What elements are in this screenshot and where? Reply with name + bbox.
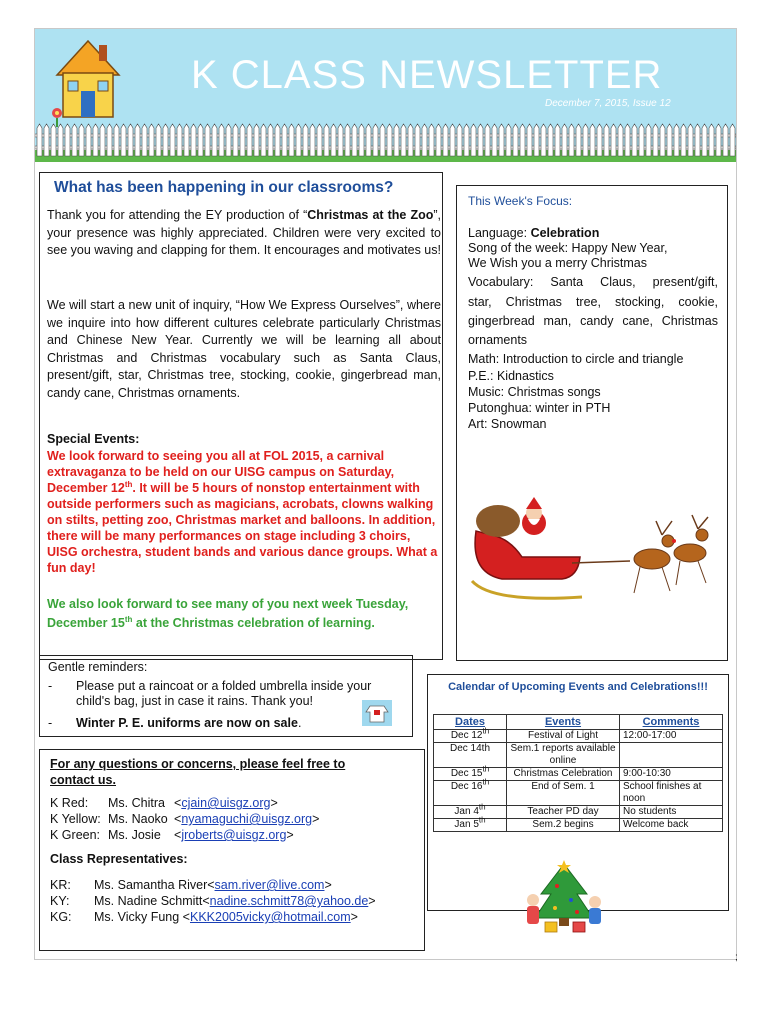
green-text-b: at the Christmas celebration of learning. [132,616,375,630]
gentle-reminders-box [39,655,413,737]
rep-ky [50,894,376,908]
rep-email-link[interactable]: KKK2005vicky@hotmail.com [189,910,351,924]
rep-end: > [324,878,332,892]
teacher-label: K Green: [50,828,101,842]
event-comment: 12:00-17:00 [620,730,723,743]
table-row [434,806,723,819]
language-value: Celebration [530,226,600,240]
teacher-label: K Yellow: [50,812,101,826]
celebration-notice [47,595,443,633]
rep-end: > [350,910,358,924]
date-text: Dec 12 [450,730,483,741]
contact-box [39,749,425,951]
reminder-dash: - [48,679,53,693]
paragraph-attendance [47,207,441,260]
date-text: Jan 4 [454,806,479,817]
p1-text-a: Thank you for attending the EY production of “ [47,208,308,222]
contact-heading: For any questions or concerns, please feel free to contact us. [50,757,346,787]
event-name: Sem.1 reports available online [507,743,620,768]
event-date [434,726,507,743]
event-date [434,764,507,781]
teacher-name: Ms. Josie [108,828,161,842]
date-sup: th [478,815,486,825]
language-label: Language: [468,226,531,240]
event-name: End of Sem. 1 [507,781,620,806]
event-name: Sem.2 begins [507,819,620,832]
focus-song-1: Song of the week: Happy New Year, [468,241,668,256]
reminder-raincoat [48,679,408,711]
event-date [434,777,507,806]
teacher-name: Ms. Naoko [108,812,168,826]
header-comments: Comments [620,715,723,730]
teacher-k-yellow: K Yellow: Ms. Naoko <nyamaguchi@uisgz.org> [50,812,320,826]
newsletter-page [34,28,737,960]
table-row [434,819,723,832]
focus-music: Music: Christmas songs [468,384,601,399]
date-text: Dec 16 [450,781,483,792]
table-row [434,730,723,743]
rep-label: KR: [50,878,71,892]
focus-vocab-1: Vocabulary: Santa Claus, present/gift, [468,274,718,289]
focus-pe: P.E.: Kidnastics [468,368,554,383]
focus-song-2: We Wish you a merry Christmas [468,256,647,271]
reminder-uniforms [48,716,408,732]
newsletter-header [35,29,736,149]
reminder-uniforms-text [76,716,301,731]
focus-art: Art: Snowman [468,417,547,432]
date-sup: th [482,777,490,787]
christmas-tree-illustration [525,860,603,934]
focus-vocab-4: ornaments [468,332,528,347]
special-sup: th [124,479,133,489]
date-sup: th [478,802,486,812]
rep-label: KY: [50,894,70,908]
header-events: Events [507,715,620,730]
teacher-email-link[interactable]: cjain@uisgz.org [181,796,271,810]
classroom-news-box [39,172,443,660]
table-row [434,768,723,781]
focus-putonghua: Putonghua: winter in PTH [468,400,611,415]
section-title: What has been happening in our classrooms? [54,179,394,196]
event-comment: Welcome back [620,819,723,832]
p1-text-b: ”, your presence was highly appreciated. Children were very excited to see you waving and clapping for them. It encourages and motivates us! [47,208,441,257]
event-comment: School finishes at noon [620,781,723,806]
rep-kg [50,910,358,924]
stray-mark: ; [735,952,738,963]
date-text: Dec 15 [450,768,483,779]
focus-math: Math: Introduction to circle and triangle [468,351,684,366]
header-dates: Dates [434,715,507,730]
rep-end: > [368,894,376,908]
green-sup: th [124,614,133,624]
calendar-table [433,714,723,832]
date-sup: th [482,726,490,736]
teacher-email-link[interactable]: nyamaguchi@uisgz.org [181,812,313,826]
rep-kr [50,878,332,892]
rep-name: Ms. Nadine Schmitt< [94,894,210,908]
event-comment [620,743,723,768]
event-comment: 9:00-10:30 [620,768,723,781]
teacher-email-link[interactable]: jroberts@uisgz.org [181,828,287,842]
reminder-raincoat-line1: Please put a raincoat or a folded umbrella inside your [76,679,372,693]
special-text-b: . It will be 5 hours of nonstop entertainment with outside performers such as magicians, acrobats, clowns walking on stilts, petting zoo, Christmas market and balloons. In addition, there will be many performances on stage including 3 choirs, UISG orchestra, student bands and various dance groups. What a fun day! [47,481,438,575]
rep-email-link[interactable]: sam.river@live.com [214,878,325,892]
newsletter-title: K CLASS NEWSLETTER [191,53,663,97]
uniforms-period: . [297,716,302,730]
special-events-label: Special Events: [47,432,140,446]
rep-name: Ms. Samantha River< [94,878,215,892]
santa-sleigh-illustration [462,491,710,609]
reminder-raincoat-line2: child's bag, just in case it rains. Thank you! [76,694,313,708]
focus-title: This Week's Focus: [468,194,573,208]
event-comment: No students [620,806,723,819]
focus-language [468,226,718,241]
event-date [434,815,507,832]
event-date [434,743,507,768]
event-name: Christmas Celebration [507,768,620,781]
table-row [434,743,723,768]
event-date [434,802,507,819]
rep-label: KG: [50,910,72,924]
teacher-label: K Red: [50,796,89,810]
event-name: Teacher PD day [507,806,620,819]
teacher-k-green: K Green: Ms. Josie <jroberts@uisgz.org> [50,828,294,842]
house-icon [51,35,125,127]
date-text: Dec 14th [449,743,491,754]
issue-date: December 7, 2015, Issue 12 [545,98,671,109]
rep-email-link[interactable]: nadine.schmitt78@yahoo.de [209,894,369,908]
uniforms-bold: Winter P. E. uniforms are now on sale [76,716,298,730]
date-text: Jan 5 [454,819,479,830]
calendar-header-row [434,715,723,730]
teacher-k-red: K Red: Ms. Chitra <cjain@uisgz.org> [50,796,278,810]
paragraph-unit-of-inquiry: We will start a new unit of inquiry, “How We Express Ourselves”, where we inquire into how different cultures celebrate particularly Christmas and Chinese New Year. Currently we will be learning all about Christmas and Christmas vocabulary such as Santa Claus, present/gift, star, Christmas tree, stocking, cookie, gingerbread man, candy cane, Christmas ornaments. [47,298,441,400]
fence-decoration [35,120,736,162]
special-events-text [47,448,443,576]
event-name: Festival of Light [507,730,620,743]
green-text-a: We also look forward to see many of you next week Tuesday, December 15 [47,597,409,630]
focus-vocab-2: star, Christmas tree, stocking, cookie, [468,294,718,309]
teacher-name: Ms. Chitra [108,796,165,810]
class-reps-label: Class Representatives: [50,852,188,866]
focus-list [468,226,718,433]
special-text-a: We look forward to seeing you all at FOL 2015, a carnival extravaganza to be held on our UISG campus on Saturday, December 12 [47,449,395,495]
reminders-title: Gentle reminders: [48,660,148,674]
rep-name: Ms. Vicky Fung < [94,910,190,924]
date-sup: th [482,764,490,774]
table-row [434,781,723,806]
reminder-dash: - [48,716,53,730]
raincoat-icon [362,700,392,726]
calendar-title: Calendar of Upcoming Events and Celebrations!!! [448,681,708,693]
p1-bold: Christmas at the Zoo [307,208,434,222]
focus-vocab-3: gingerbread man, candy cane, Christmas [468,313,718,328]
